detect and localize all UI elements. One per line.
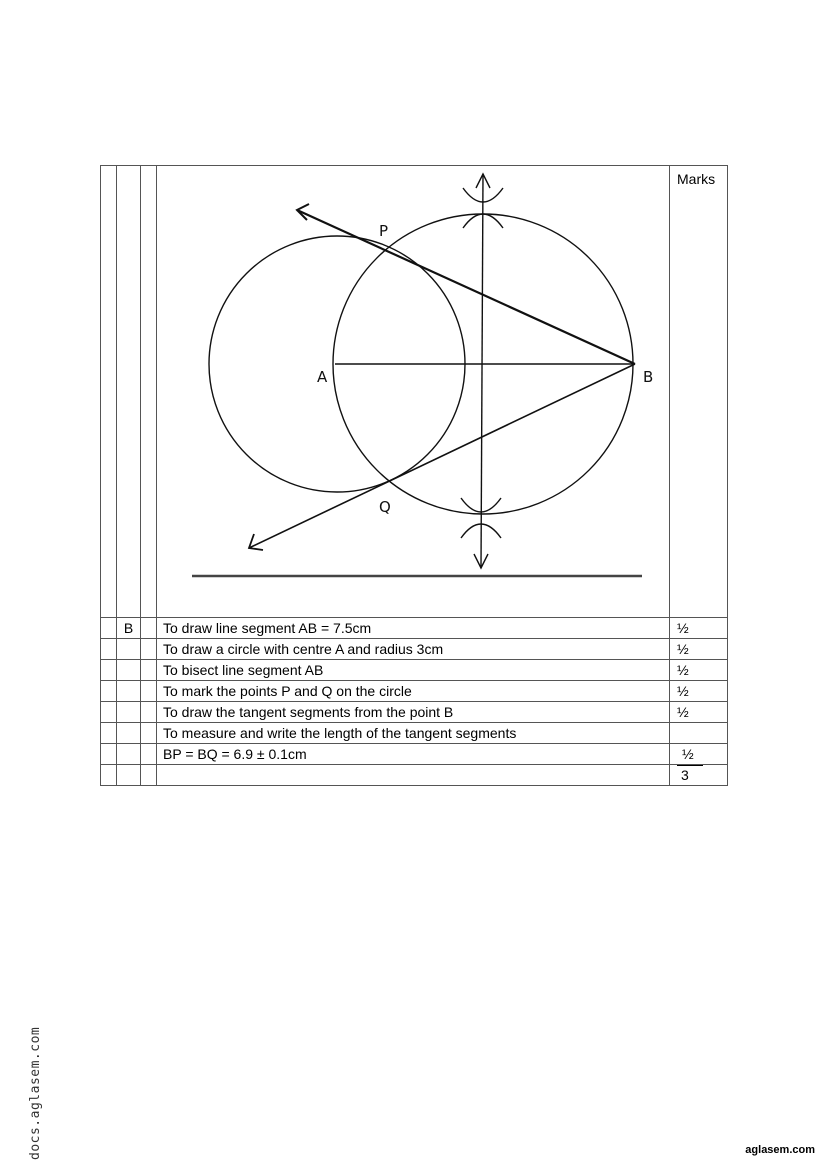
tangent-bp — [297, 210, 635, 364]
step-text: To draw a circle with centre A and radius 3cm — [157, 639, 670, 660]
perpendicular-bisector — [481, 174, 483, 568]
construction-figure-cell — [157, 166, 670, 618]
step-text: To mark the points P and Q on the circle — [157, 681, 670, 702]
section-label: B — [117, 618, 141, 639]
step-mark: ½ — [670, 744, 728, 765]
step-text: To draw the tangent segments from the point B — [157, 702, 670, 723]
step-mark: ½ — [670, 639, 728, 660]
scheme-row — [101, 618, 728, 639]
side-watermark: docs.aglasem.com — [28, 1026, 43, 1160]
step-mark: ½ — [670, 702, 728, 723]
label-point-b: B — [643, 368, 654, 386]
scheme-row — [101, 681, 728, 702]
step-text: To draw line segment AB = 7.5cm — [157, 618, 670, 639]
footer-brand: aglasem.com — [745, 1144, 815, 1156]
tangent-bq — [249, 364, 635, 548]
marks-column-header: Marks — [670, 166, 728, 618]
figure-row — [101, 166, 728, 618]
total-row — [101, 765, 728, 786]
scheme-row — [101, 660, 728, 681]
label-point-p: P — [379, 222, 389, 240]
step-mark: ½ — [670, 618, 728, 639]
scheme-row — [101, 723, 728, 744]
label-point-q: Q — [379, 498, 391, 516]
step-text: BP = BQ = 6.9 ± 0.1cm — [157, 744, 670, 765]
total-marks: 3 — [677, 765, 703, 784]
tangent-construction-diagram — [157, 166, 670, 614]
scheme-row — [101, 702, 728, 723]
step-text: To bisect line segment AB — [157, 660, 670, 681]
marking-scheme-table — [100, 165, 728, 786]
step-mark — [670, 723, 728, 744]
scheme-row — [101, 639, 728, 660]
scheme-row — [101, 744, 728, 765]
step-mark: ½ — [670, 681, 728, 702]
label-point-a: A — [317, 368, 328, 386]
step-text: To measure and write the length of the tangent segments — [157, 723, 670, 744]
step-mark: ½ — [670, 660, 728, 681]
